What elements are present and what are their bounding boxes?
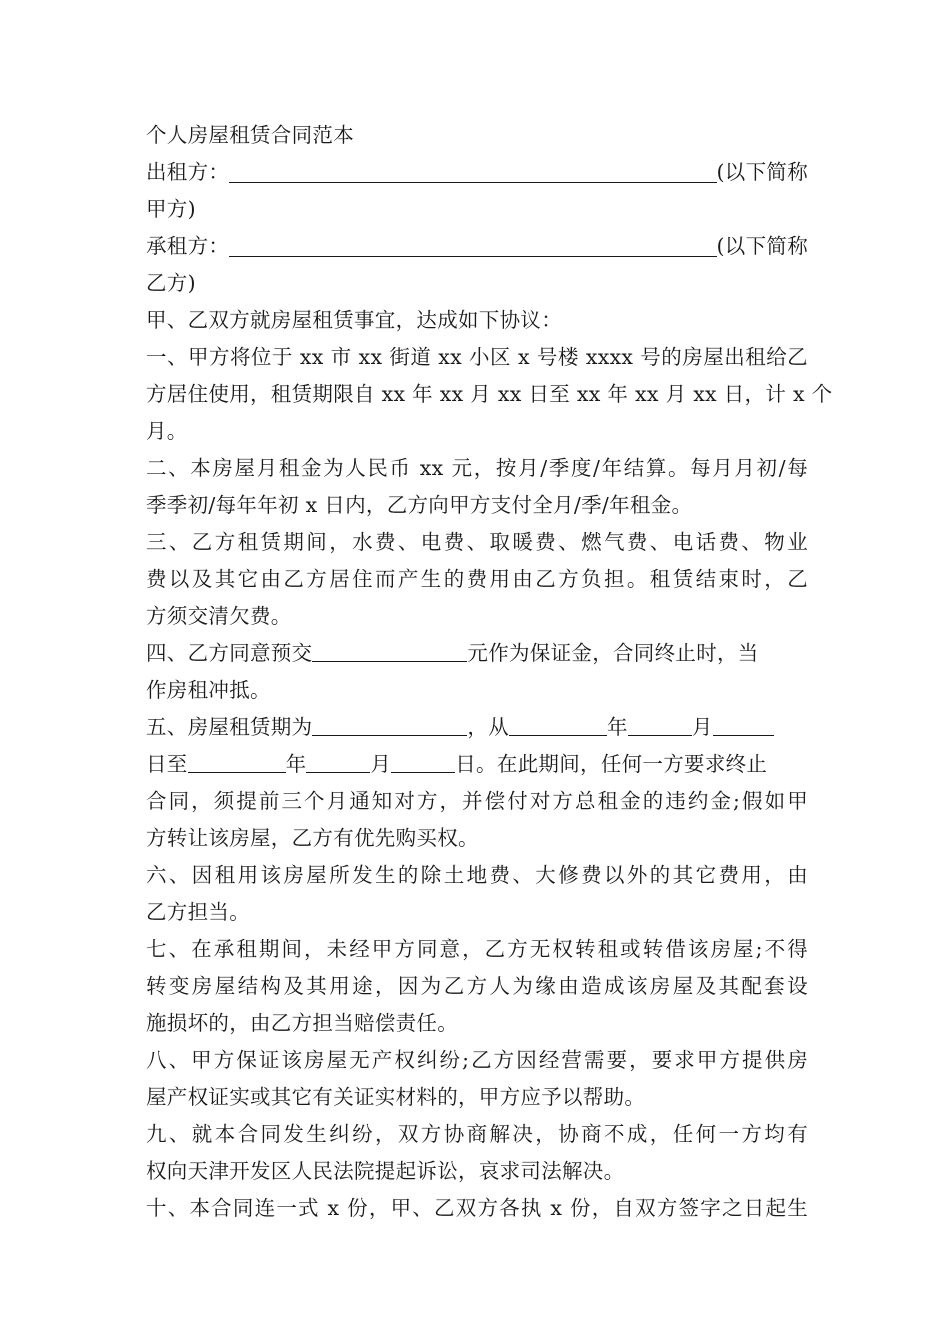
clause-2-line-1: 二、本房屋月租金为人民币 xx 元，按月/季度/年结算。每月月初/每 bbox=[146, 456, 808, 480]
clause-4-line-1 bbox=[146, 635, 808, 672]
end-year-blank bbox=[188, 748, 286, 773]
clause-5-line-3: 合同，须提前三个月通知对方，并偿付对方总租金的违约金;假如甲 bbox=[146, 789, 808, 813]
lessor-continuation: 甲方) bbox=[146, 197, 196, 221]
lessor-label: 出租方： bbox=[146, 160, 230, 184]
lessee-label: 承租方： bbox=[146, 234, 230, 258]
lessee-line bbox=[146, 228, 808, 265]
intro-text: 甲、乙双方就房屋租赁事宜，达成如下协议： bbox=[146, 308, 562, 332]
clause-5-line-4: 方转让该房屋，乙方有优先购买权。 bbox=[146, 826, 479, 850]
lessee-continuation: 乙方) bbox=[146, 271, 196, 295]
clause-9-line-1: 九、就本合同发生纠纷，双方协商解决，协商不成，任何一方均有 bbox=[146, 1122, 808, 1146]
clause-10-line-1: 十、本合同连一式 x 份，甲、乙双方各执 x 份，自双方签字之日起生 bbox=[146, 1196, 808, 1220]
clause-5-text-b: ，从 bbox=[467, 715, 510, 739]
start-day-blank bbox=[713, 711, 774, 736]
clause-5-text-f: 年 bbox=[285, 752, 307, 776]
lessee-blank bbox=[229, 232, 716, 257]
lessor-blank bbox=[229, 158, 716, 183]
clause-3-line-2: 费以及其它由乙方居住而产生的费用由乙方负担。租赁结束时，乙 bbox=[146, 567, 808, 591]
clause-3-line-3: 方须交清欠费。 bbox=[146, 604, 292, 628]
contract-document bbox=[146, 117, 833, 1227]
lease-term-blank bbox=[312, 711, 467, 736]
clause-8-line-1: 八、甲方保证该房屋无产权纠纷;乙方因经营需要，要求甲方提供房 bbox=[146, 1048, 808, 1072]
end-day-blank bbox=[391, 748, 455, 773]
clause-4-text-a: 四、乙方同意预交 bbox=[146, 641, 313, 665]
clause-2-line-2: 季季初/每年年初 x 日内，乙方向甲方支付全月/季/年租金。 bbox=[146, 493, 693, 517]
lessor-line bbox=[146, 154, 808, 191]
clause-5-text-e: 日至 bbox=[146, 752, 188, 776]
clause-8-line-2: 屋产权证实或其它有关证实材料的，甲方应予以帮助。 bbox=[146, 1085, 646, 1109]
clause-5-text-h: 日。在此期间，任何一方要求终止 bbox=[455, 752, 768, 776]
clause-7-line-3: 施损坏的，由乙方担当赔偿责任。 bbox=[146, 1011, 458, 1035]
lessor-suffix: (以下简称 bbox=[716, 160, 808, 184]
clause-5-line-1 bbox=[146, 709, 808, 746]
clause-4-text-b: 元作为保证金，合同终止时，当 bbox=[467, 641, 759, 665]
clause-5-text-d: 月 bbox=[691, 715, 713, 739]
document-title: 个人房屋租赁合同范本 bbox=[146, 123, 354, 147]
clause-5-text-a: 五、房屋租赁期为 bbox=[146, 715, 313, 739]
clause-7-line-2: 转变房屋结构及其用途，因为乙方人为缘由造成该房屋及其配套设 bbox=[146, 974, 808, 998]
clause-6-line-2: 乙方担当。 bbox=[146, 900, 250, 924]
deposit-blank bbox=[312, 637, 467, 662]
lessee-suffix: (以下简称 bbox=[716, 234, 808, 258]
clause-6-line-1: 六、因租用该房屋所发生的除土地费、大修费以外的其它费用，由 bbox=[146, 863, 808, 887]
clause-5-line-2 bbox=[146, 746, 808, 783]
clause-9-line-2: 权向天津开发区人民法院提起诉讼，哀求司法解决。 bbox=[146, 1159, 625, 1183]
clause-1-line-3: 月。 bbox=[146, 419, 188, 443]
clause-3-line-1: 三、乙方租赁期间，水费、电费、取暖费、燃气费、电话费、物业 bbox=[146, 530, 808, 554]
clause-1-line-1: 一、甲方将位于 xx 市 xx 街道 xx 小区 x 号楼 xxxx 号的房屋出租给乙 bbox=[146, 345, 808, 369]
clause-7-line-1: 七、在承租期间，未经甲方同意，乙方无权转租或转借该房屋;不得 bbox=[146, 937, 808, 961]
clause-5-text-c: 年 bbox=[607, 715, 628, 739]
clause-1-line-2: 方居住使用，租赁期限自 xx 年 xx 月 xx 日至 xx 年 xx 月 xx 日，计 x 个 bbox=[146, 382, 833, 406]
clause-5-text-g: 月 bbox=[370, 752, 392, 776]
start-year-blank bbox=[509, 711, 607, 736]
end-month-blank bbox=[306, 748, 370, 773]
start-month-blank bbox=[628, 711, 692, 736]
clause-4-line-2: 作房租冲抵。 bbox=[146, 678, 271, 702]
